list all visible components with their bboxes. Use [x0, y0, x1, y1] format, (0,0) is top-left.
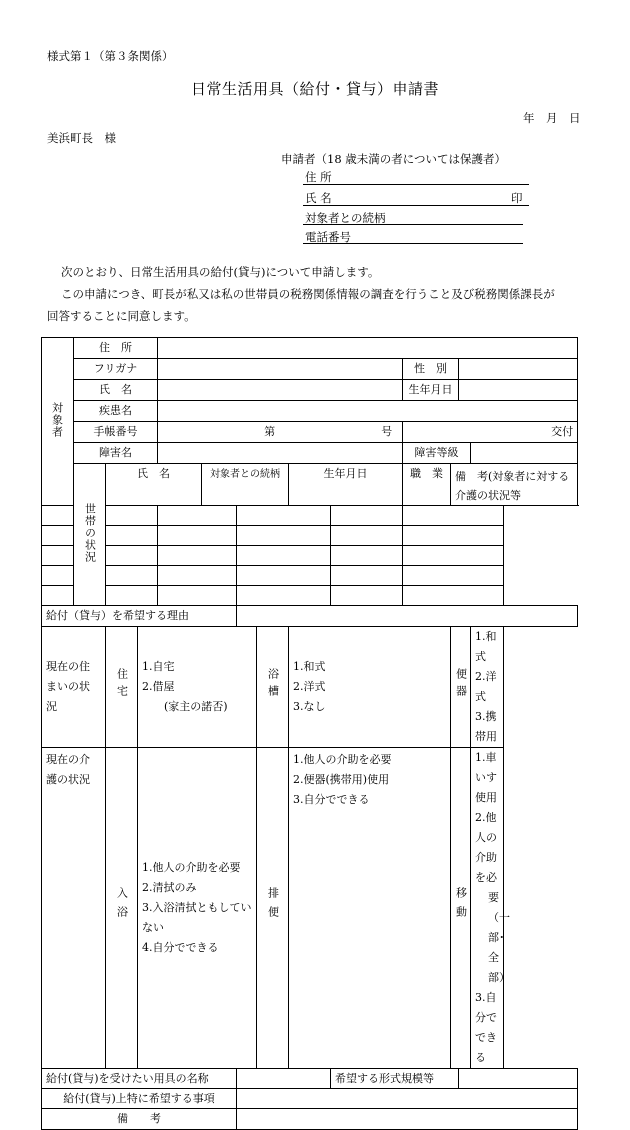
housing-label-text: 現在の住まいの状況: [46, 660, 90, 713]
house-option-3: (家主の諾否): [164, 700, 228, 713]
household-row: [42, 506, 578, 526]
applicant-phone-label: 電話番号: [305, 230, 351, 244]
reason-label: 給付（貸与）を希望する理由: [42, 606, 237, 627]
household-cell[interactable]: [42, 586, 158, 606]
movement-options[interactable]: [471, 748, 510, 1069]
movement-option-4: 3.自分でできる: [475, 991, 497, 1064]
movement-option-3: 要（一部･全部）: [488, 891, 510, 984]
subject-address-field[interactable]: [158, 338, 578, 359]
household-cell[interactable]: [331, 566, 403, 586]
disability-grade-field[interactable]: [471, 443, 578, 464]
gender-field[interactable]: [459, 359, 578, 380]
household-cell[interactable]: [158, 506, 237, 526]
applicant-address-line[interactable]: [303, 184, 529, 185]
subject-section-label: [42, 338, 74, 506]
disability-label: 障害名: [74, 443, 158, 464]
household-section-text: 世帯の状況: [83, 502, 97, 563]
spec-field[interactable]: [459, 1069, 578, 1089]
household-cell[interactable]: [237, 546, 331, 566]
household-row: [42, 526, 578, 546]
disease-field[interactable]: [158, 401, 578, 422]
applicant-name-line[interactable]: [303, 205, 529, 206]
application-form-table: [41, 337, 578, 1130]
household-cell[interactable]: [158, 586, 237, 606]
household-row: [42, 566, 578, 586]
applicant-heading: 申請者（18 歳未満の者については保護者）: [281, 152, 507, 166]
housing-label: [42, 627, 106, 748]
remarks-label: 備 考: [42, 1109, 237, 1130]
form-number-label: 様式第１（第３条関係）: [47, 49, 174, 63]
bath-label: [257, 627, 289, 748]
household-cell[interactable]: [42, 506, 158, 526]
care-label: [42, 748, 106, 1069]
toilet-option-3: 3.携帯用: [475, 710, 497, 743]
bathing-option-4: 4.自分でできる: [142, 941, 219, 954]
applicant-address-label: 住 所: [305, 170, 332, 184]
house-label-text: 住宅: [115, 668, 129, 702]
household-cell[interactable]: [237, 506, 331, 526]
item-name-field[interactable]: [237, 1069, 331, 1089]
addressee: 美浜町長 様: [47, 131, 116, 145]
special-request-field[interactable]: [237, 1089, 578, 1109]
bath-option-2: 2.洋式: [293, 680, 326, 693]
handbook-number-field[interactable]: [158, 422, 403, 443]
body-line-1: 次のとおり、日常生活用具の給付(貸与)について申請します。: [61, 265, 380, 279]
household-cell[interactable]: [331, 546, 403, 566]
birthdate-field[interactable]: [459, 380, 578, 401]
handbook-dai: 第: [264, 425, 276, 438]
furigana-label: フリガナ: [74, 359, 158, 380]
household-cell[interactable]: [331, 586, 403, 606]
household-header-occupation: 職 業: [403, 464, 451, 506]
household-cell[interactable]: [42, 526, 158, 546]
household-row: [42, 546, 578, 566]
reason-field[interactable]: [237, 606, 578, 627]
spec-label: 希望する形式規模等: [331, 1069, 459, 1089]
household-cell[interactable]: [403, 546, 504, 566]
household-header-name: 氏 名: [106, 464, 202, 506]
household-cell[interactable]: [331, 506, 403, 526]
household-cell[interactable]: [158, 566, 237, 586]
toilet-options[interactable]: [471, 627, 504, 748]
bathing-option-1: 1.他人の介助を必要: [142, 861, 241, 874]
disability-field[interactable]: [158, 443, 403, 464]
remarks-field[interactable]: [237, 1109, 578, 1130]
seal-mark: 印: [511, 191, 523, 205]
disability-grade-label: 障害等級: [403, 443, 471, 464]
household-cell[interactable]: [331, 526, 403, 546]
furigana-field[interactable]: [158, 359, 403, 380]
bath-label-text: 浴槽: [266, 668, 280, 702]
excretion-label-text: 排便: [266, 887, 280, 925]
bath-option-3: 3.なし: [293, 700, 326, 713]
movement-label: [451, 748, 471, 1069]
toilet-label: [451, 627, 471, 748]
movement-option-2: 2.他人の介助を必: [475, 811, 497, 884]
applicant-relation-label: 対象者との続柄: [305, 211, 386, 225]
household-cell[interactable]: [237, 526, 331, 546]
household-cell[interactable]: [42, 546, 158, 566]
excretion-option-2: 2.便器(携帯用)使用: [293, 773, 390, 786]
applicant-name-label: 氏 名: [305, 191, 332, 205]
toilet-label-text: 便器: [454, 668, 468, 702]
item-name-label: 給付(貸与)を受けたい用具の名称: [42, 1069, 237, 1089]
handbook-number-label: 手帳番号: [74, 422, 158, 443]
house-option-1: 1.自宅: [142, 660, 175, 673]
applicant-phone-line[interactable]: [303, 243, 523, 244]
household-row: [42, 586, 578, 606]
disease-label: 疾患名: [74, 401, 158, 422]
bathing-label-text: 入浴: [115, 887, 129, 925]
date-line: 年 月 日: [523, 111, 581, 125]
applicant-relation-line[interactable]: [303, 224, 523, 225]
bathing-label: [106, 748, 138, 1069]
excretion-option-1: 1.他人の介助を必要: [293, 753, 392, 766]
subject-name-label: 氏 名: [74, 380, 158, 401]
special-request-label: 給付(貸与)上特に希望する事項: [42, 1089, 237, 1109]
household-header-remarks: 備 考(対象者に対する介護の状況等: [451, 464, 578, 506]
household-cell[interactable]: [237, 586, 331, 606]
household-header-relation: 対象者との続柄: [202, 464, 289, 506]
house-options[interactable]: [138, 627, 257, 748]
excretion-options[interactable]: [289, 748, 451, 1069]
movement-option-1: 1.車いす使用: [475, 751, 497, 804]
page-title: 日常生活用具（給付・貸与）申請書: [190, 80, 439, 98]
subject-name-field[interactable]: [158, 380, 403, 401]
bath-option-1: 1.和式: [293, 660, 326, 673]
household-header-birthdate: 生年月日: [289, 464, 403, 506]
toilet-option-1: 1.和式: [475, 630, 497, 663]
household-cell[interactable]: [403, 506, 504, 526]
house-option-2: 2.借屋: [142, 680, 175, 693]
excretion-label: [257, 748, 289, 1069]
subject-address-label: 住 所: [74, 338, 158, 359]
subject-section-text: 対象者: [50, 401, 64, 438]
excretion-option-3: 3.自分でできる: [293, 793, 370, 806]
bathing-option-3: 3.入浴清拭ともしていない: [142, 901, 252, 934]
household-cell[interactable]: [158, 526, 237, 546]
household-cell[interactable]: [403, 526, 504, 546]
handbook-issued-field[interactable]: [403, 422, 578, 443]
body-line-2: この申請につき、町長が私又は私の世帯員の税務関係情報の調査を行うこと及び税務関係課長が: [61, 287, 555, 301]
household-cell[interactable]: [403, 566, 504, 586]
toilet-option-2: 2.洋式: [475, 670, 497, 703]
household-cell[interactable]: [42, 566, 158, 586]
bath-options[interactable]: [289, 627, 451, 748]
household-cell[interactable]: [158, 546, 237, 566]
household-cell[interactable]: [403, 586, 504, 606]
household-cell[interactable]: [237, 566, 331, 586]
movement-label-text: 移動: [454, 887, 468, 925]
bathing-options[interactable]: [138, 748, 257, 1069]
handbook-go: 号: [381, 425, 393, 438]
birthdate-label: 生年月日: [403, 380, 459, 401]
house-label: [106, 627, 138, 748]
handbook-issued-text: 交付: [551, 425, 574, 438]
body-line-3: 回答することに同意します。: [47, 309, 196, 323]
care-label-text: 現在の介護の状況: [46, 753, 90, 786]
gender-label: 性 別: [403, 359, 459, 380]
bathing-option-2: 2.清拭のみ: [142, 881, 197, 894]
